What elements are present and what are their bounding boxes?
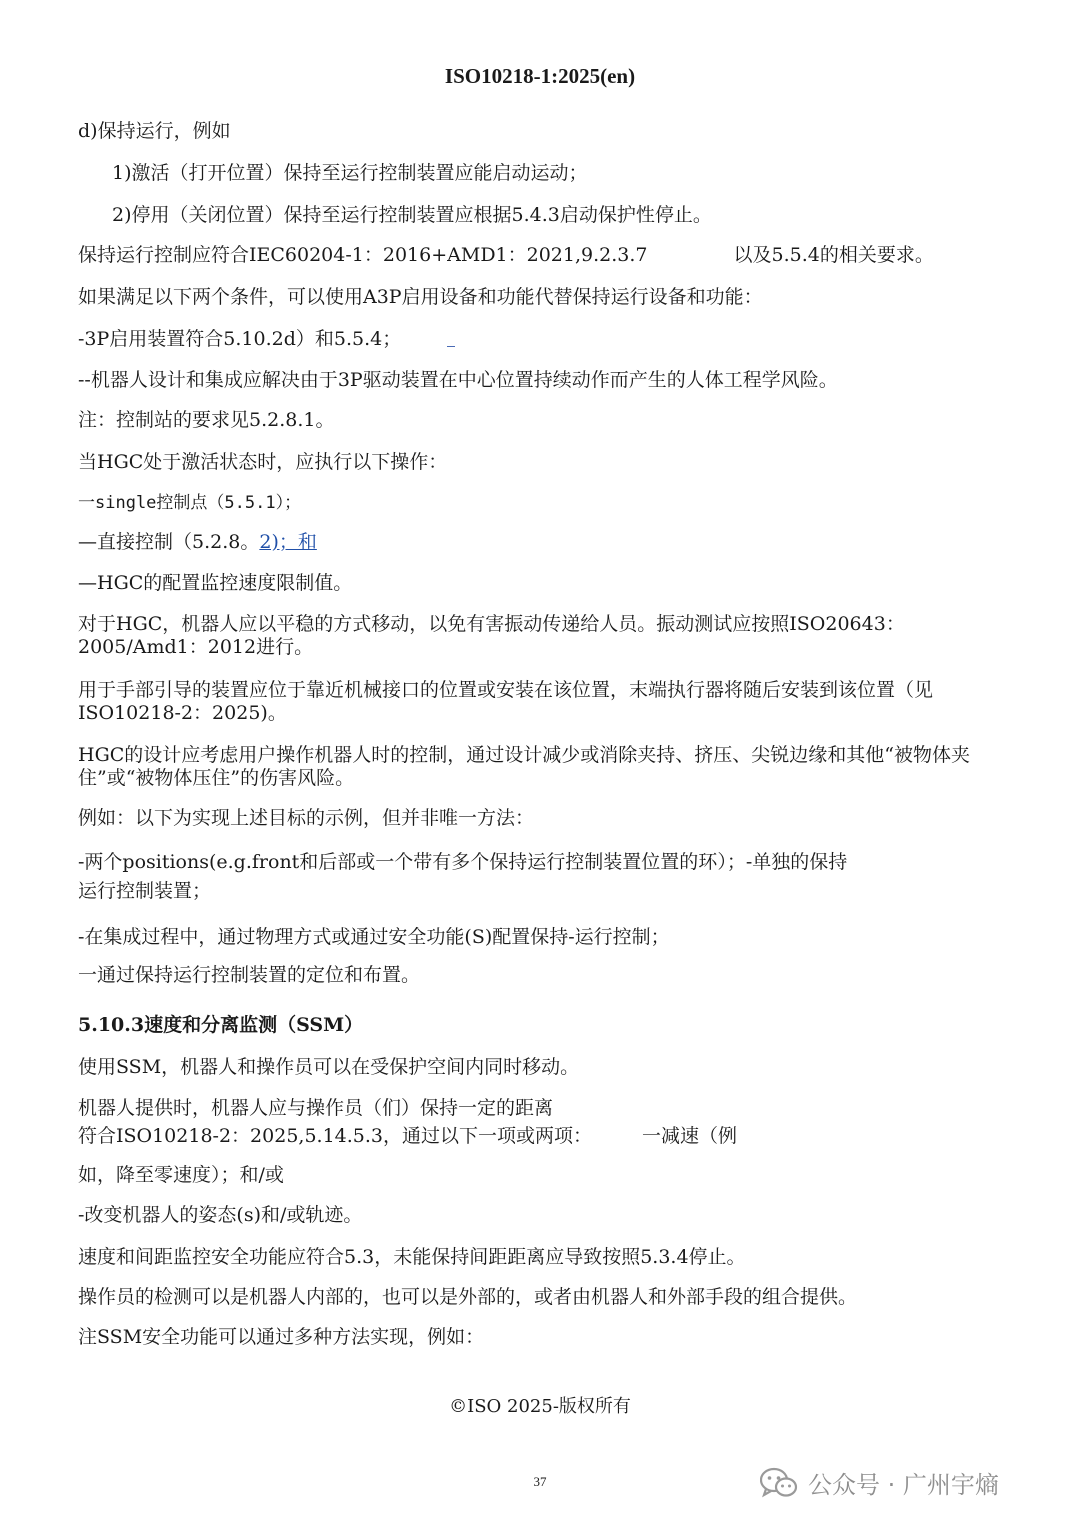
paragraph: 使用SSM，机器人和操作员可以在受保护空间内同时移动。: [78, 1056, 580, 1078]
list-item: --机器人设计和集成应解决由于3P驱动装置在中心位置持续动作而产生的人体工程学风险。: [78, 369, 838, 391]
paragraph-text: 符合ISO10218-2：2025,5.14.5.3，通过以下一项或两项：: [78, 1125, 593, 1147]
list-item-text: —直接控制（5.2.8。: [78, 531, 260, 553]
section-heading: 5.10.3速度和分离监测（SSM）: [78, 1014, 364, 1036]
list-item: -改变机器人的姿态(s)和/或轨迹。: [78, 1204, 363, 1226]
paragraph-text: 以及5.5.4的相关要求。: [733, 244, 934, 266]
list-item: -在集成过程中，通过物理方式或通过安全功能(S)配置保持-运行控制；: [78, 926, 670, 948]
paragraph: 机器人提供时，机器人应与操作员（们）保持一定的距离: [78, 1097, 554, 1119]
list-item: —HGC的配置监控速度限制值。: [78, 572, 353, 594]
document-header-title: ISO10218-1:2025(en): [444, 64, 636, 88]
list-item: 一single控制点（5.5.1）；: [78, 493, 302, 513]
paragraph: 当HGC处于激活状态时，应执行以下操作：: [78, 451, 448, 473]
empty-link[interactable]: [447, 332, 455, 347]
paragraph: 例如：以下为实现上述目标的示例，但并非唯一方法：: [78, 807, 535, 829]
paragraph-text: 一减速（例: [642, 1125, 738, 1147]
paragraph: 操作员的检测可以是机器人内部的，也可以是外部的，或者由机器人和外部手段的组合提供。: [78, 1286, 858, 1308]
paragraph: 用于手部引导的装置应位于靠近机械接口的位置或安装在该位置，末端执行器将随后安装到该位置（见ISO10218-2：2025)。: [78, 679, 934, 724]
list-item: -两个positions(e.g.front和后部或一个带有多个保持运行控制装置位置的环）；-单独的保持: [78, 851, 848, 873]
paragraph: 速度和间距监控安全功能应符合5.3，未能保持间距距离应导致按照5.3.4停止。: [78, 1246, 746, 1268]
paragraph: 如，降至零速度）；和/或: [78, 1164, 284, 1186]
watermark: [760, 1465, 999, 1500]
paragraph: 对于HGC，机器人应以平稳的方式移动，以免有害振动传递给人员。振动测试应按照ISO20643：2005/Amd1：2012进行。: [78, 613, 905, 658]
copyright-footer: ©ISO 2025-版权所有: [449, 1396, 631, 1417]
paragraph: [78, 244, 998, 267]
note: 注：控制站的要求见5.2.8.1。: [78, 409, 335, 431]
wechat-icon: [760, 1467, 798, 1499]
note: 注SSM安全功能可以通过多种方法实现，例如：: [78, 1326, 485, 1348]
paragraph: d)保持运行，例如: [78, 120, 231, 142]
list-item: 1)激活（打开位置）保持至运行控制装置应能启动运动；: [112, 162, 588, 184]
list-item-continuation: 运行控制装置；: [78, 880, 212, 902]
paragraph-text: 保持运行控制应符合IEC60204-1：2016+AMD1：2021,9.2.3.7: [78, 244, 648, 266]
paragraph: 如果满足以下两个条件，可以使用A3P启用设备和功能代替保持运行设备和功能：: [78, 286, 763, 308]
page-number: 37: [533, 1474, 547, 1489]
paragraph: HGC的设计应考虑用户操作机器人时的控制，通过设计减少或消除夹持、挤压、尖锐边缘和其他“被物体夹住”或“被物体压住”的伤害风险。: [78, 744, 971, 789]
list-item: 2)停用（关闭位置）保持至运行控制装置应根据5.4.3启动保护性停止。: [112, 204, 712, 226]
list-item: [78, 531, 998, 554]
list-item: -3P启用装置符合5.10.2d）和5.5.4；: [78, 328, 402, 350]
paragraph: [78, 1125, 998, 1148]
watermark-text: 公众号 · 广州宇熵: [808, 1471, 999, 1499]
reference-link[interactable]: 2)；和: [259, 531, 317, 553]
list-item: 一通过保持运行控制装置的定位和布置。: [78, 964, 421, 986]
